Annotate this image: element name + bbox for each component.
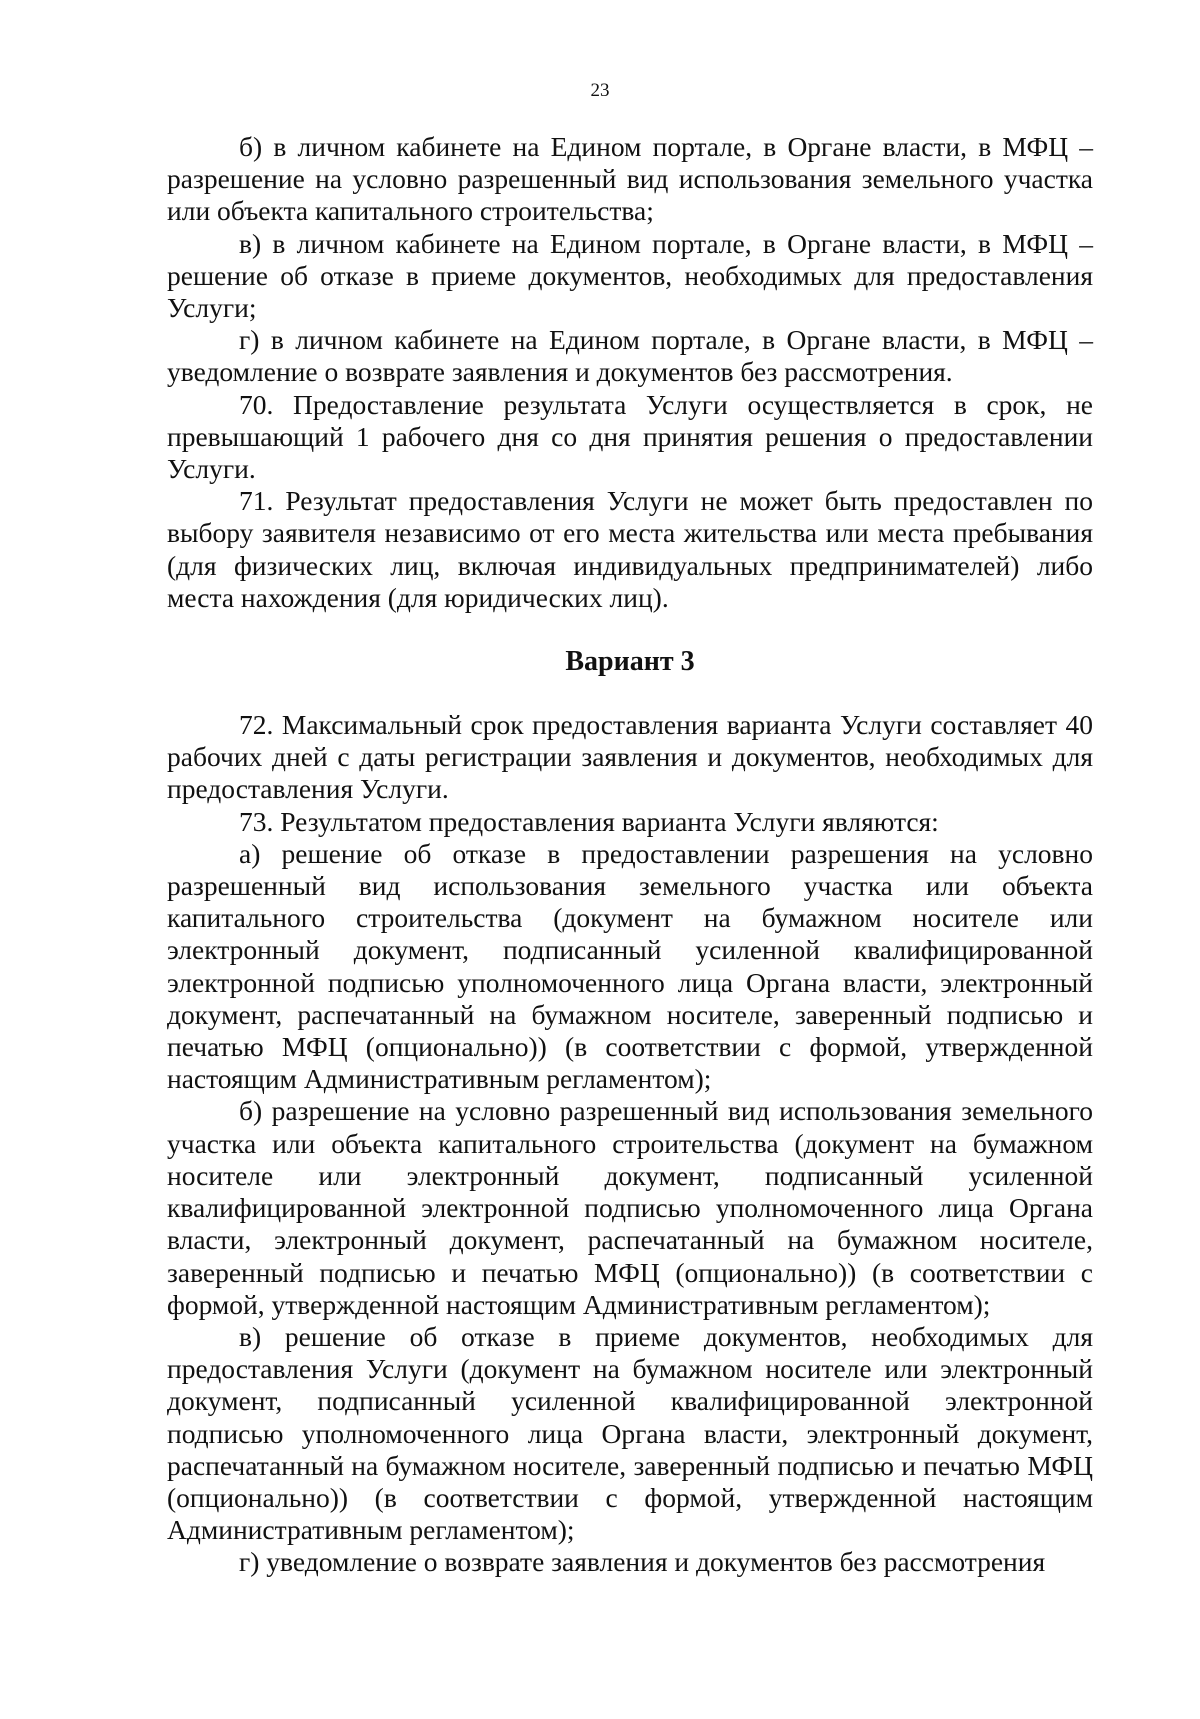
paragraph-73-a: а) решение об отказе в предоставлении разрешения на условно разрешенный вид использования земельного участка или объекта капитального строительства (документ на бумажном носителе или электронный документ, подписанный усиленной квалифицированной электронной подписью уполномоченного лица Органа власти, электронный документ, распечатанный на бумажном носителе, заверенный подписью и печатью МФЦ (опционально)) (в соответствии с формой, утвержденной настоящим Административным регламентом); <box>167 837 1093 1095</box>
paragraph-result-v: в) в личном кабинете на Едином портале, в Органе власти, в МФЦ – решение об отказе в приеме документов, необходимых для предоставления Услуги; <box>167 227 1093 324</box>
paragraph-71: 71. Результат предоставления Услуги не может быть предоставлен по выбору заявителя независимо от его места жительства или места пребывания (для физических лиц, включая индивидуальных предпринимателей) либо места нахождения (для юридических лиц). <box>167 485 1093 613</box>
paragraph-result-g: г) в личном кабинете на Едином портале, в Органе власти, в МФЦ – уведомление о возврате заявления и документов без рассмотрения. <box>167 324 1093 388</box>
paragraph-73-g: г) уведомление о возврате заявления и документов без рассмотрения <box>239 1546 1046 1578</box>
paragraph-73: 73. Результатом предоставления варианта Услуги являются: <box>239 805 939 837</box>
section-heading: Вариант 3 <box>565 646 695 678</box>
paragraph-70: 70. Предоставление результата Услуги осуществляется в срок, не превышающий 1 рабочего дня со дня принятия решения о предоставлении Услуги. <box>167 388 1093 485</box>
paragraph-73-b: б) разрешение на условно разрешенный вид использования земельного участка или объекта капитального строительства (документ на бумажном носителе или электронный документ, подписанный усиленной квалифицированной электронной подписью уполномоченного лица Органа власти, электронный документ, распечатанный на бумажном носителе, заверенный подписью и печатью МФЦ (опционально)) (в соответствии с формой, утвержденной настоящим Административным регламентом); <box>167 1095 1093 1320</box>
page-number: 23 <box>590 80 610 101</box>
paragraph-result-b: б) в личном кабинете на Едином портале, в Органе власти, в МФЦ – разрешение на условно разрешенный вид использования земельного участка или объекта капитального строительства; <box>167 131 1093 227</box>
paragraph-72: 72. Максимальный срок предоставления варианта Услуги составляет 40 рабочих дней с даты регистрации заявления и документов, необходимых для предоставления Услуги. <box>167 709 1093 805</box>
document-body <box>167 131 1093 1579</box>
paragraph-73-v: в) решение об отказе в приеме документов, необходимых для предоставления Услуги (документ на бумажном носителе или электронный документ, подписанный усиленной квалифицированной электронной подписью уполномоченного лица Органа власти, электронный документ, распечатанный на бумажном носителе, заверенный подписью и печатью МФЦ (опционально)) (в соответствии с формой, утвержденной настоящим Административным регламентом); <box>167 1320 1093 1546</box>
